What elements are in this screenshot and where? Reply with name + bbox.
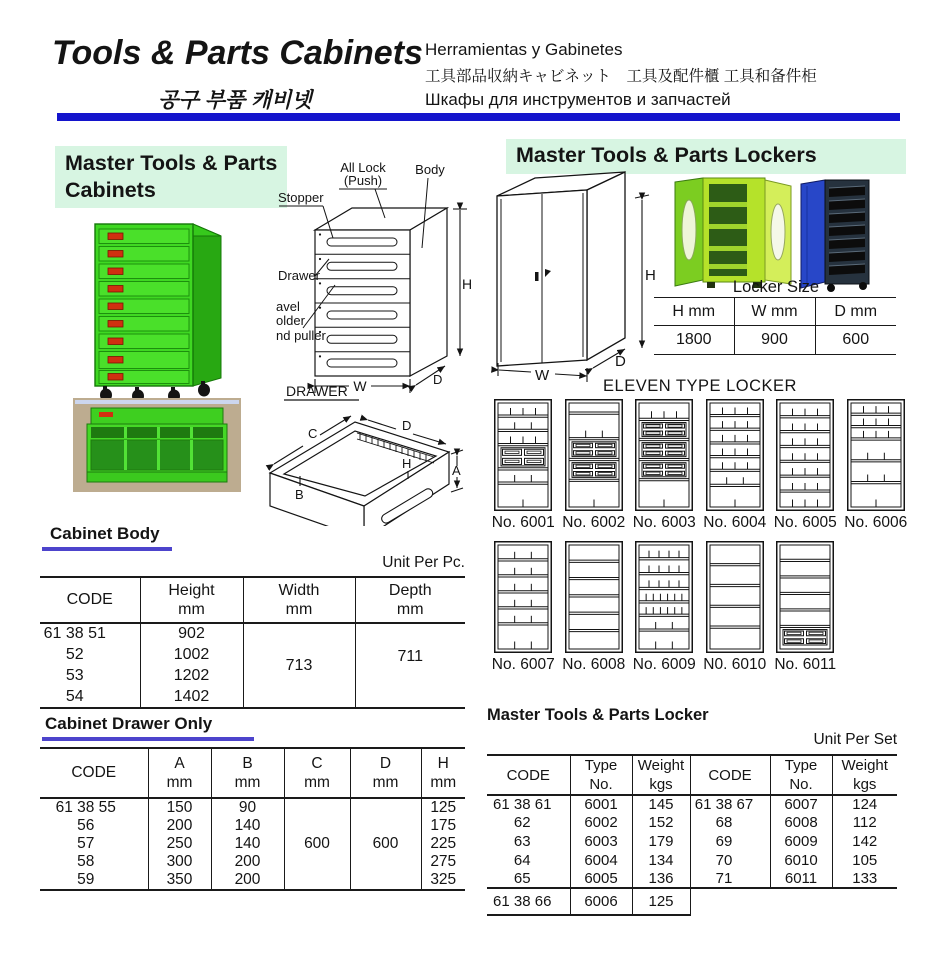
cell-type: 6009: [770, 832, 832, 851]
page-title-korean: 공구 부품 캐비넷: [158, 89, 312, 112]
table-row: [487, 869, 897, 888]
locker-diagram: [847, 399, 905, 511]
cabinet-body-underline: [42, 547, 172, 551]
cabinet-drawer-table: [40, 747, 465, 891]
cell-weight: 152: [632, 814, 690, 833]
cell-code: 59: [77, 871, 95, 888]
col-header-h: H: [437, 755, 449, 772]
col-header-weight-kgs: kgs: [853, 776, 877, 793]
table-row: [487, 832, 897, 851]
col-header-height: Height: [168, 582, 215, 599]
cell-h: 125: [421, 798, 465, 817]
cell-height: 1202: [140, 665, 243, 686]
col-header-code: CODE: [487, 755, 570, 795]
dim-w-label: W: [535, 367, 550, 382]
col-header-c: C: [311, 755, 323, 772]
cell-a: 350: [148, 871, 211, 890]
cell-width: 713: [243, 623, 355, 708]
subtitle-cjk: 工具部品収納キャビネット 工具及配件櫃 工具和备件柜: [425, 68, 817, 85]
cell-type: 6006: [570, 888, 632, 915]
cell-b: 140: [211, 817, 284, 835]
cell-a: 300: [148, 853, 211, 871]
cell-code: 65: [513, 869, 531, 887]
cell-type: 6001: [570, 795, 632, 814]
cell-weight: 136: [632, 869, 690, 888]
col-header-type-no: No.: [589, 776, 613, 793]
locker-type-label: No. 6003: [632, 514, 696, 531]
locker-diagram: [776, 399, 834, 511]
table-row: [40, 798, 465, 817]
table-row: [487, 814, 897, 833]
dim-d-label: D: [615, 353, 626, 370]
locker-type-6009: [629, 541, 700, 674]
cell-code: 69: [690, 832, 770, 851]
locker-diagram: [776, 541, 834, 653]
cell-weight: 105: [832, 851, 897, 870]
locker-type-label: No. 6008: [562, 656, 626, 673]
locker-table: [487, 754, 897, 916]
locker-type-6004: [700, 399, 771, 532]
locker-diagram: [635, 541, 693, 653]
cell-h: 275: [421, 853, 465, 871]
col-header-c-mm: mm: [304, 774, 330, 791]
cell-weight: 124: [832, 795, 897, 814]
cell-type: 6005: [570, 869, 632, 888]
col-header-depth-mm: mm: [396, 601, 424, 618]
header-divider-rule: [57, 113, 900, 121]
locker-type-06010: [700, 541, 771, 674]
cabinets-section-title-line1: Master Tools & Parts: [65, 151, 278, 175]
dim-d-label: D: [402, 418, 412, 433]
cell-h: 325: [421, 871, 465, 890]
table-row: [487, 851, 897, 870]
eleven-type-locker-title: ELEVEN TYPE LOCKER: [603, 377, 797, 395]
locker-type-6007: [488, 541, 559, 674]
lockers-section-title: Master Tools & Parts Lockers: [506, 139, 906, 174]
col-header-type: Type: [784, 757, 818, 774]
locker-technical-diagram: [487, 162, 667, 382]
size-header-h: H mm: [654, 298, 734, 326]
dim-a-label: A: [452, 463, 461, 478]
cabinet-body-unit-note: Unit Per Pc.: [382, 554, 465, 571]
subtitle-russian: Шкафы для инструментов и запчастей: [425, 90, 731, 109]
dim-w-label: W: [353, 378, 367, 394]
size-header-w: W mm: [734, 298, 815, 326]
locker-type-6003: [629, 399, 700, 532]
cell-a: 250: [148, 835, 211, 853]
locker-diagram: [494, 399, 552, 511]
locker-type-6011: [770, 541, 841, 674]
green-locker-photo: [675, 178, 791, 288]
cell-height: 902: [140, 623, 243, 644]
cell-weight: 133: [832, 869, 897, 888]
size-header-d: D mm: [815, 298, 896, 326]
cell-type: 6010: [770, 851, 832, 870]
col-header-b: B: [242, 755, 253, 772]
label-all-lock: All Lock: [340, 160, 386, 175]
cell-a: 150: [148, 798, 211, 817]
cell-h: 175: [421, 817, 465, 835]
cell-code: 61 38 51: [43, 625, 106, 642]
cell-type: 6011: [770, 869, 832, 888]
table-row: [40, 623, 465, 644]
col-header-code: CODE: [40, 748, 148, 798]
cell-code: 64: [513, 851, 531, 869]
cell-weight: 179: [632, 832, 690, 851]
locker-diagram: [494, 541, 552, 653]
cell-code: 58: [77, 853, 95, 870]
cell-weight: 112: [832, 814, 897, 833]
label-all-lock-push: (Push): [343, 173, 383, 188]
cell-code: 61 38 55: [55, 799, 116, 816]
col-header-weight: Weight: [841, 757, 888, 774]
green-cabinet-photo: [75, 208, 240, 403]
table-row-extra: [487, 888, 897, 915]
col-header-a: A: [174, 755, 185, 772]
locker-table-unit-note: Unit Per Set: [813, 731, 897, 748]
cell-type: 6007: [770, 795, 832, 814]
locker-diagram: [635, 399, 693, 511]
cell-height: 1402: [140, 686, 243, 708]
dim-h-label: H: [462, 276, 473, 292]
col-header-depth: Depth: [388, 582, 432, 599]
size-value-w: 900: [734, 326, 815, 355]
locker-type-6005: [770, 399, 841, 532]
cell-code: 62: [513, 814, 531, 832]
dim-c-label: C: [308, 426, 318, 441]
cell-d: 600: [350, 798, 421, 890]
cabinets-section-title: [55, 146, 287, 208]
col-header-type-no: No.: [789, 776, 813, 793]
cell-b: 140: [211, 835, 284, 853]
col-header-width-mm: mm: [285, 601, 313, 618]
locker-type-label: N0. 6010: [703, 656, 767, 673]
locker-diagram: [565, 541, 623, 653]
label-drawer: Drawer: [278, 268, 320, 283]
col-header-type: Type: [584, 757, 618, 774]
green-drawer-photo: [73, 398, 241, 492]
cell-code: 71: [690, 869, 770, 888]
dim-h-label: H: [402, 456, 412, 471]
col-header-d-mm: mm: [372, 774, 399, 791]
cell-code: 61 38 67: [690, 795, 770, 814]
locker-type-6006: [841, 399, 912, 532]
table-row: [487, 795, 897, 814]
cell-code: 63: [513, 832, 531, 850]
cell-h: 225: [421, 835, 465, 853]
col-header-a-mm: mm: [166, 774, 193, 791]
cell-type: 6003: [570, 832, 632, 851]
locker-diagram: [706, 541, 764, 653]
locker-type-label: No. 6002: [562, 514, 626, 531]
page-title: Tools & Parts Cabinets: [52, 34, 423, 72]
col-header-code: CODE: [40, 577, 140, 623]
cabinet-body-title: Cabinet Body: [50, 524, 160, 543]
col-header-weight: Weight: [637, 757, 685, 774]
col-header-weight-kgs: kgs: [649, 776, 673, 793]
cell-b: 200: [211, 853, 284, 871]
locker-photos: [673, 170, 873, 294]
cell-weight: 145: [632, 795, 690, 814]
table-row: [654, 326, 896, 355]
cell-code: 61 38 66: [487, 888, 570, 915]
cabinets-section-title-line2: Cabinets: [65, 178, 156, 202]
label-holder-2: older: [276, 313, 305, 328]
cabinet-drawer-underline: [42, 737, 254, 741]
locker-type-row-2: [488, 541, 842, 674]
blue-black-locker-photo: [801, 180, 869, 292]
col-header-width: Width: [278, 582, 320, 599]
dim-d-label: D: [433, 372, 443, 387]
cell-b: 90: [211, 798, 284, 817]
locker-type-label: No. 6005: [773, 514, 837, 531]
cell-type: 6008: [770, 814, 832, 833]
col-header-code: CODE: [690, 755, 770, 795]
locker-size-title: Locker Size: [732, 278, 820, 296]
locker-type-label: No. 6007: [491, 656, 555, 673]
cell-code: 68: [690, 814, 770, 833]
cabinet-drawer-title: Cabinet Drawer Only: [45, 714, 213, 733]
cell-code: 52: [65, 645, 84, 663]
drawer-diagram-title: DRAWER: [286, 383, 348, 399]
locker-type-6002: [559, 399, 630, 532]
cell-a: 200: [148, 817, 211, 835]
cell-c: 600: [284, 798, 350, 890]
locker-type-label: No. 6004: [703, 514, 767, 531]
size-value-h: 1800: [675, 331, 712, 348]
locker-type-label: No. 6006: [844, 514, 908, 531]
cell-code: 57: [77, 835, 95, 852]
locker-size-table: [654, 297, 896, 355]
locker-type-label: No. 6009: [632, 656, 696, 673]
col-header-height-mm: mm: [178, 601, 205, 618]
locker-type-6001: [488, 399, 559, 532]
label-holder-1: avel: [276, 299, 300, 314]
dim-h-label: H: [645, 267, 656, 284]
cell-code: 61 38 61: [493, 796, 552, 814]
locker-type-6008: [559, 541, 630, 674]
cell-code: 54: [65, 687, 84, 705]
cell-height: 1002: [140, 644, 243, 665]
locker-type-label: No. 6011: [774, 656, 837, 673]
col-header-h-mm: mm: [430, 774, 457, 791]
cell-type: 6004: [570, 851, 632, 870]
cell-type: 6002: [570, 814, 632, 833]
col-header-b-mm: mm: [234, 774, 261, 791]
drawer-technical-diagram: [256, 376, 471, 526]
cabinet-drawers: [99, 229, 189, 384]
label-body: Body: [415, 162, 445, 177]
dim-b-label: B: [295, 487, 304, 502]
cell-b: 200: [211, 871, 284, 890]
locker-diagram: [706, 399, 764, 511]
size-value-d: 600: [815, 326, 896, 355]
cabinet-body-table: [40, 576, 465, 709]
cell-depth: 711: [355, 623, 465, 708]
locker-type-label: No. 6001: [491, 514, 555, 531]
cell-code: 70: [690, 851, 770, 870]
locker-type-row-1: [488, 399, 912, 532]
cell-code: 56: [77, 817, 95, 834]
cell-code: 53: [65, 666, 84, 684]
label-stopper: Stopper: [278, 190, 324, 205]
label-holder-3: nd puller: [276, 328, 326, 343]
cell-weight: 125: [632, 888, 690, 915]
col-header-d: D: [379, 755, 392, 772]
locker-table-title: Master Tools & Parts Locker: [487, 706, 709, 724]
cell-weight: 142: [832, 832, 897, 851]
cabinet-technical-diagram: [275, 158, 475, 396]
cell-weight: 134: [632, 851, 690, 870]
locker-diagram: [565, 399, 623, 511]
subtitle-spanish: Herramientas y Gabinetes: [425, 40, 623, 59]
